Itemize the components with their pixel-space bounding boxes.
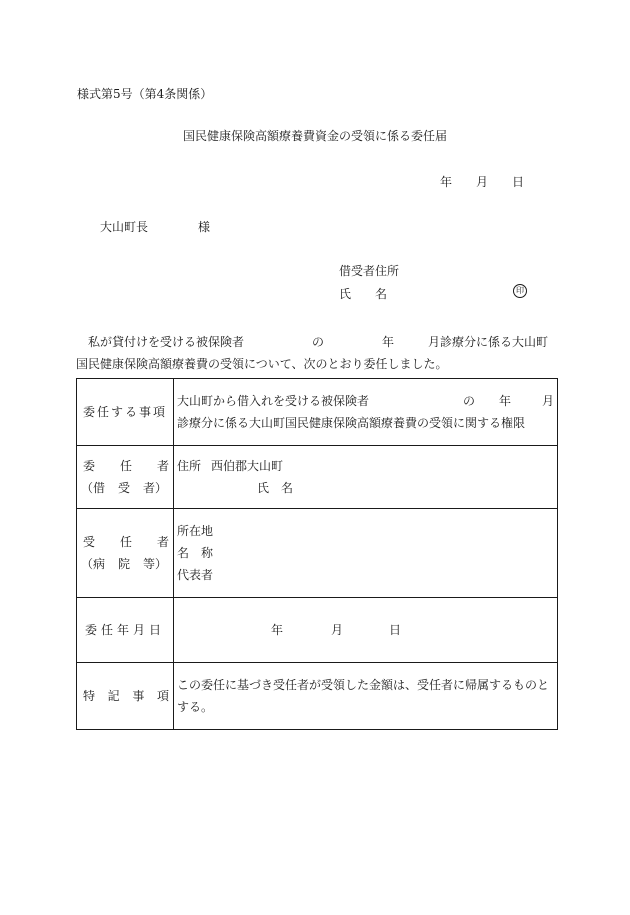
- delegatee-location-label: 所在地: [177, 524, 214, 538]
- borrower-name-row: [339, 285, 511, 302]
- body-part-1: 私が貸付けを受ける被保険者: [88, 335, 245, 349]
- delegatee-sub: 等）: [142, 557, 167, 571]
- delegatee-sub: 院: [117, 557, 130, 571]
- body-part-3: 年: [382, 335, 395, 349]
- body-part-4: 月診療分に係る大山町国民健康保険高額療養費の受領について、次のとおり委任しました。: [76, 335, 549, 371]
- delegatee-representative-label: 代表者: [177, 568, 214, 582]
- delegatee-char: 者: [156, 535, 169, 549]
- delegator-label: [77, 446, 174, 509]
- addressee: [100, 218, 210, 235]
- delegatee-row: [77, 509, 558, 598]
- remarks-char: 項: [156, 689, 169, 703]
- delegatee-name-label: 名 称: [177, 546, 214, 560]
- delegatee-label: [77, 509, 174, 598]
- delegator-char: 委: [83, 459, 96, 473]
- seal-icon: 印: [513, 284, 527, 298]
- body-paragraph: [76, 331, 556, 375]
- delegator-name-label: 氏 名: [257, 481, 294, 495]
- remarks-row: [77, 663, 558, 730]
- date-year: 年: [271, 623, 284, 637]
- delegator-value: [174, 446, 558, 509]
- day-label: 日: [512, 175, 525, 189]
- delegatee-char: 任: [119, 535, 132, 549]
- matter-label: 委任する事項: [77, 379, 174, 446]
- matter-value: [174, 379, 558, 446]
- delegator-sub: （借: [81, 481, 106, 495]
- delegator-char: 任: [119, 459, 132, 473]
- matter-text-b: の: [463, 394, 476, 408]
- delegation-table: [76, 378, 558, 730]
- remarks-label: [77, 663, 174, 730]
- document-title: 国民健康保険高額療養費資金の受領に係る委任届: [182, 129, 447, 143]
- body-part-2: の: [312, 335, 325, 349]
- month-label: 月: [476, 175, 489, 189]
- delegatee-sub: （病: [81, 557, 106, 571]
- remarks-char: 特: [83, 689, 96, 703]
- borrower-address-label: 借受者住所: [339, 264, 400, 278]
- addressee-name: 大山町長: [100, 220, 149, 234]
- matter-text-d: 月: [541, 394, 554, 408]
- remarks-char: 記: [107, 689, 120, 703]
- delegator-char: 者: [156, 459, 169, 473]
- delegatee-value: [174, 509, 558, 598]
- borrower-name-label: 氏 名: [339, 287, 388, 301]
- delegation-date-value: [174, 598, 558, 663]
- remarks-value: この委任に基づき受任者が受領した金額は、受任者に帰属するものとする。: [174, 663, 558, 730]
- matter-row: [77, 379, 558, 446]
- matter-text-c: 年: [499, 394, 512, 408]
- delegatee-char: 受: [83, 535, 96, 549]
- submission-date: [440, 173, 524, 190]
- matter-text-a: 大山町から借入れを受ける被保険者: [177, 394, 370, 408]
- delegator-sub: 者）: [142, 481, 167, 495]
- delegation-date-row: [77, 598, 558, 663]
- date-month: 月: [331, 623, 344, 637]
- delegator-address-value: 西伯郡大山町: [211, 459, 284, 473]
- delegator-row: [77, 446, 558, 509]
- remarks-char: 事: [132, 689, 145, 703]
- delegation-date-label: 委任年月日: [77, 598, 174, 663]
- matter-line-2: 診療分に係る大山町国民健康保険高額療養費の受領に関する権限: [177, 416, 526, 430]
- honorific: 様: [198, 220, 211, 234]
- year-label: 年: [440, 175, 453, 189]
- delegator-address-label: 住所: [177, 459, 202, 473]
- date-day: 日: [389, 623, 402, 637]
- matter-line-1: [177, 390, 554, 412]
- delegator-sub: 受: [117, 481, 130, 495]
- form-number: 様式第5号（第4条関係）: [77, 87, 213, 101]
